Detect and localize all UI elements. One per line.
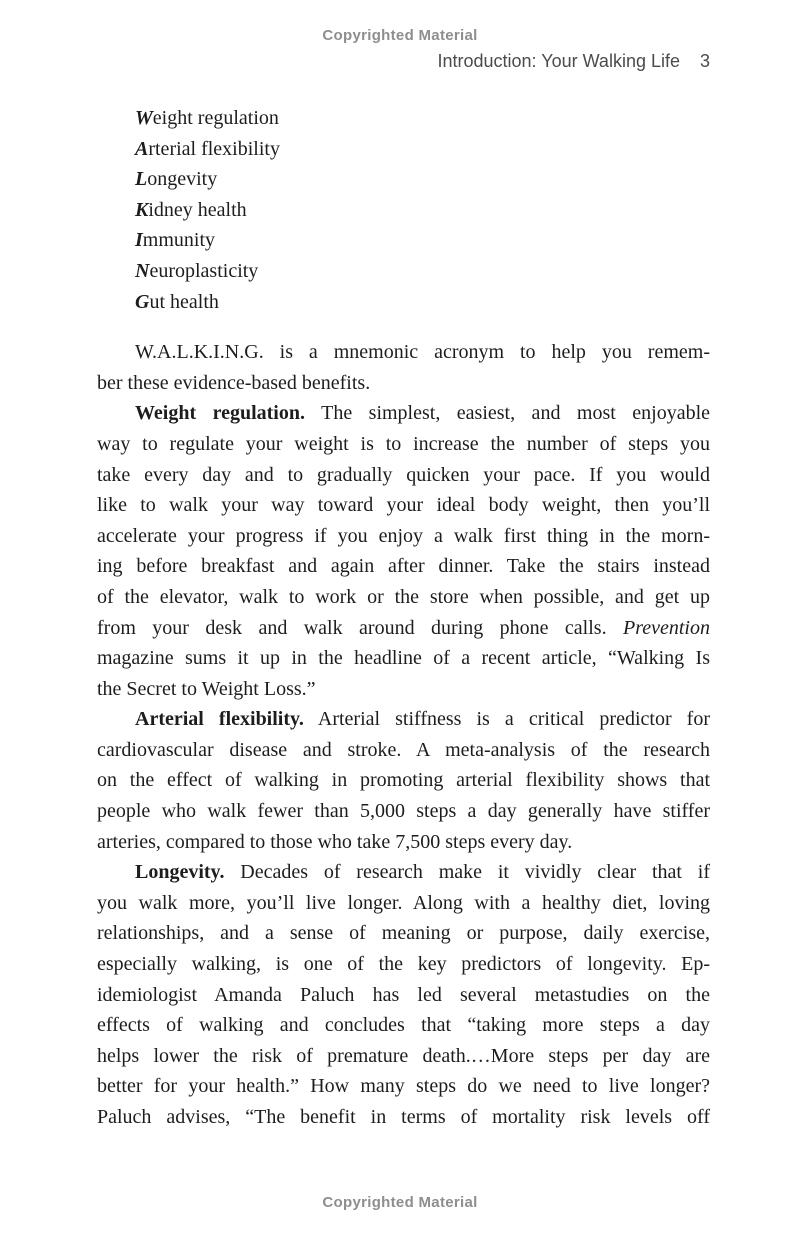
acronym-lead-letter: W (135, 107, 153, 129)
text-line (97, 643, 710, 674)
body-text: especially walking, is one of the key predictors of longevity. Ep- (97, 953, 710, 976)
paragraph-lead-in: Longevity. (135, 861, 225, 884)
body-text: Paluch advises, “The benefit in terms of mortality risk levels off (97, 1106, 710, 1128)
text-line (97, 337, 710, 368)
acronym-lead-letter: K (135, 198, 149, 221)
text-line (97, 735, 710, 766)
text-line (97, 1041, 710, 1072)
body-text: you walk more, you’ll live longer. Along with a healthy diet, loving (97, 891, 710, 914)
acronym-lead-letter: I (135, 229, 143, 252)
acronym-rest-text: ut health (149, 290, 219, 313)
text-line (97, 1102, 710, 1133)
acronym-list-item (97, 134, 710, 165)
text-line (97, 521, 710, 552)
body-text: W.A.L.K.I.N.G. is a mnemonic acronym to help you remem- (135, 341, 710, 364)
text-line (97, 460, 710, 491)
paragraph (97, 398, 710, 704)
acronym-list-item (97, 225, 710, 256)
body-text: like to walk your way toward your ideal body weight, then you’ll (97, 494, 710, 517)
text-line (97, 674, 710, 705)
body-text: Arterial stiffness is a critical predictor for (303, 708, 710, 731)
body-text: of the elevator, walk to work or the store when possible, and get up (97, 585, 710, 608)
text-line (97, 888, 710, 919)
body-paragraphs (97, 337, 710, 1132)
acronym-rest-text: eight regulation (152, 107, 279, 129)
acronym-lead-letter: N (135, 259, 150, 282)
body-text: the Secret to Weight Loss.” (97, 677, 316, 700)
body-text: ing before breakfast and again after dinner. Take the stairs instead (97, 555, 710, 578)
text-line (97, 827, 710, 858)
running-head-title: Introduction: Your Walking Life (437, 51, 680, 71)
acronym-lead-letter: G (135, 290, 150, 313)
body-text: ber these evidence-based benefits. (97, 371, 371, 394)
text-line (97, 980, 710, 1011)
text-line (97, 918, 710, 949)
body-text: arteries, compared to those who take 7,500 steps every day. (97, 830, 573, 853)
acronym-list-item (97, 287, 710, 318)
text-line (97, 368, 710, 399)
body-text: The simplest, easiest, and most enjoyable (305, 402, 711, 425)
body-text: better for your health.” How many steps do we need to live longer? (97, 1075, 710, 1098)
acronym-list-item (97, 164, 710, 195)
acronym-rest-text: rterial flexibility (148, 137, 280, 160)
acronym-lead-letter: A (135, 137, 149, 160)
text-line (97, 429, 710, 460)
text-line (97, 398, 710, 429)
body-text: accelerate your progress if you enjoy a walk first thing in the morn- (97, 524, 710, 547)
text-line (97, 582, 710, 613)
page-number: 3 (699, 51, 710, 71)
paragraph (97, 857, 710, 1132)
copyright-notice-top: Copyrighted Material (322, 27, 478, 44)
body-text: from your desk and walk around during phone calls. (97, 616, 623, 639)
acronym-list-item (97, 256, 710, 287)
text-line (97, 949, 710, 980)
text-line (97, 490, 710, 521)
acronym-rest-text: ongevity (147, 168, 218, 191)
body-text: Decades of research make it vividly clear that if (224, 861, 710, 884)
body-text: idemiologist Amanda Paluch has led several metastudies on the (97, 983, 710, 1006)
text-line (97, 796, 710, 827)
paragraph (97, 337, 710, 398)
text-line (97, 1071, 710, 1102)
body-text: on the effect of walking in promoting arterial flexibility shows that (97, 769, 710, 792)
text-line (97, 857, 710, 888)
acronym-rest-text: europlasticity (149, 259, 259, 282)
acronym-rest-text: mmunity (142, 229, 216, 252)
acronym-list-item (97, 195, 710, 226)
paragraph-lead-in: Arterial flexibility. (135, 708, 304, 731)
paragraph-lead-in: Weight regulation. (135, 402, 305, 425)
italic-text: Prevention (622, 616, 710, 639)
body-text: people who walk fewer than 5,000 steps a day generally have stiffer (97, 800, 710, 823)
body-text: take every day and to gradually quicken your pace. If you would (97, 463, 710, 486)
paragraph (97, 704, 710, 857)
copyright-notice-bottom: Copyrighted Material (322, 1194, 478, 1211)
acronym-list-item (97, 103, 710, 134)
body-text: way to regulate your weight is to increase the number of steps you (97, 432, 710, 455)
acronym-rest-text: idney health (148, 198, 247, 221)
text-line (97, 613, 710, 644)
body-text: relationships, and a sense of meaning or purpose, daily exercise, (97, 922, 710, 945)
acronym-lead-letter: L (135, 168, 148, 191)
text-line (97, 704, 710, 735)
text-line (97, 551, 710, 582)
body-text: helps lower the risk of premature death.…More steps per day are (97, 1044, 710, 1067)
acronym-list (97, 103, 710, 317)
body-text: effects of walking and concludes that “taking more steps a day (97, 1014, 710, 1037)
text-line (97, 765, 710, 796)
body-text: cardiovascular disease and stroke. A meta-analysis of the research (97, 738, 710, 761)
text-line (97, 1010, 710, 1041)
page-content (97, 103, 710, 1133)
body-text: magazine sums it up in the headline of a recent article, “Walking Is (97, 647, 710, 670)
running-head (438, 51, 711, 72)
